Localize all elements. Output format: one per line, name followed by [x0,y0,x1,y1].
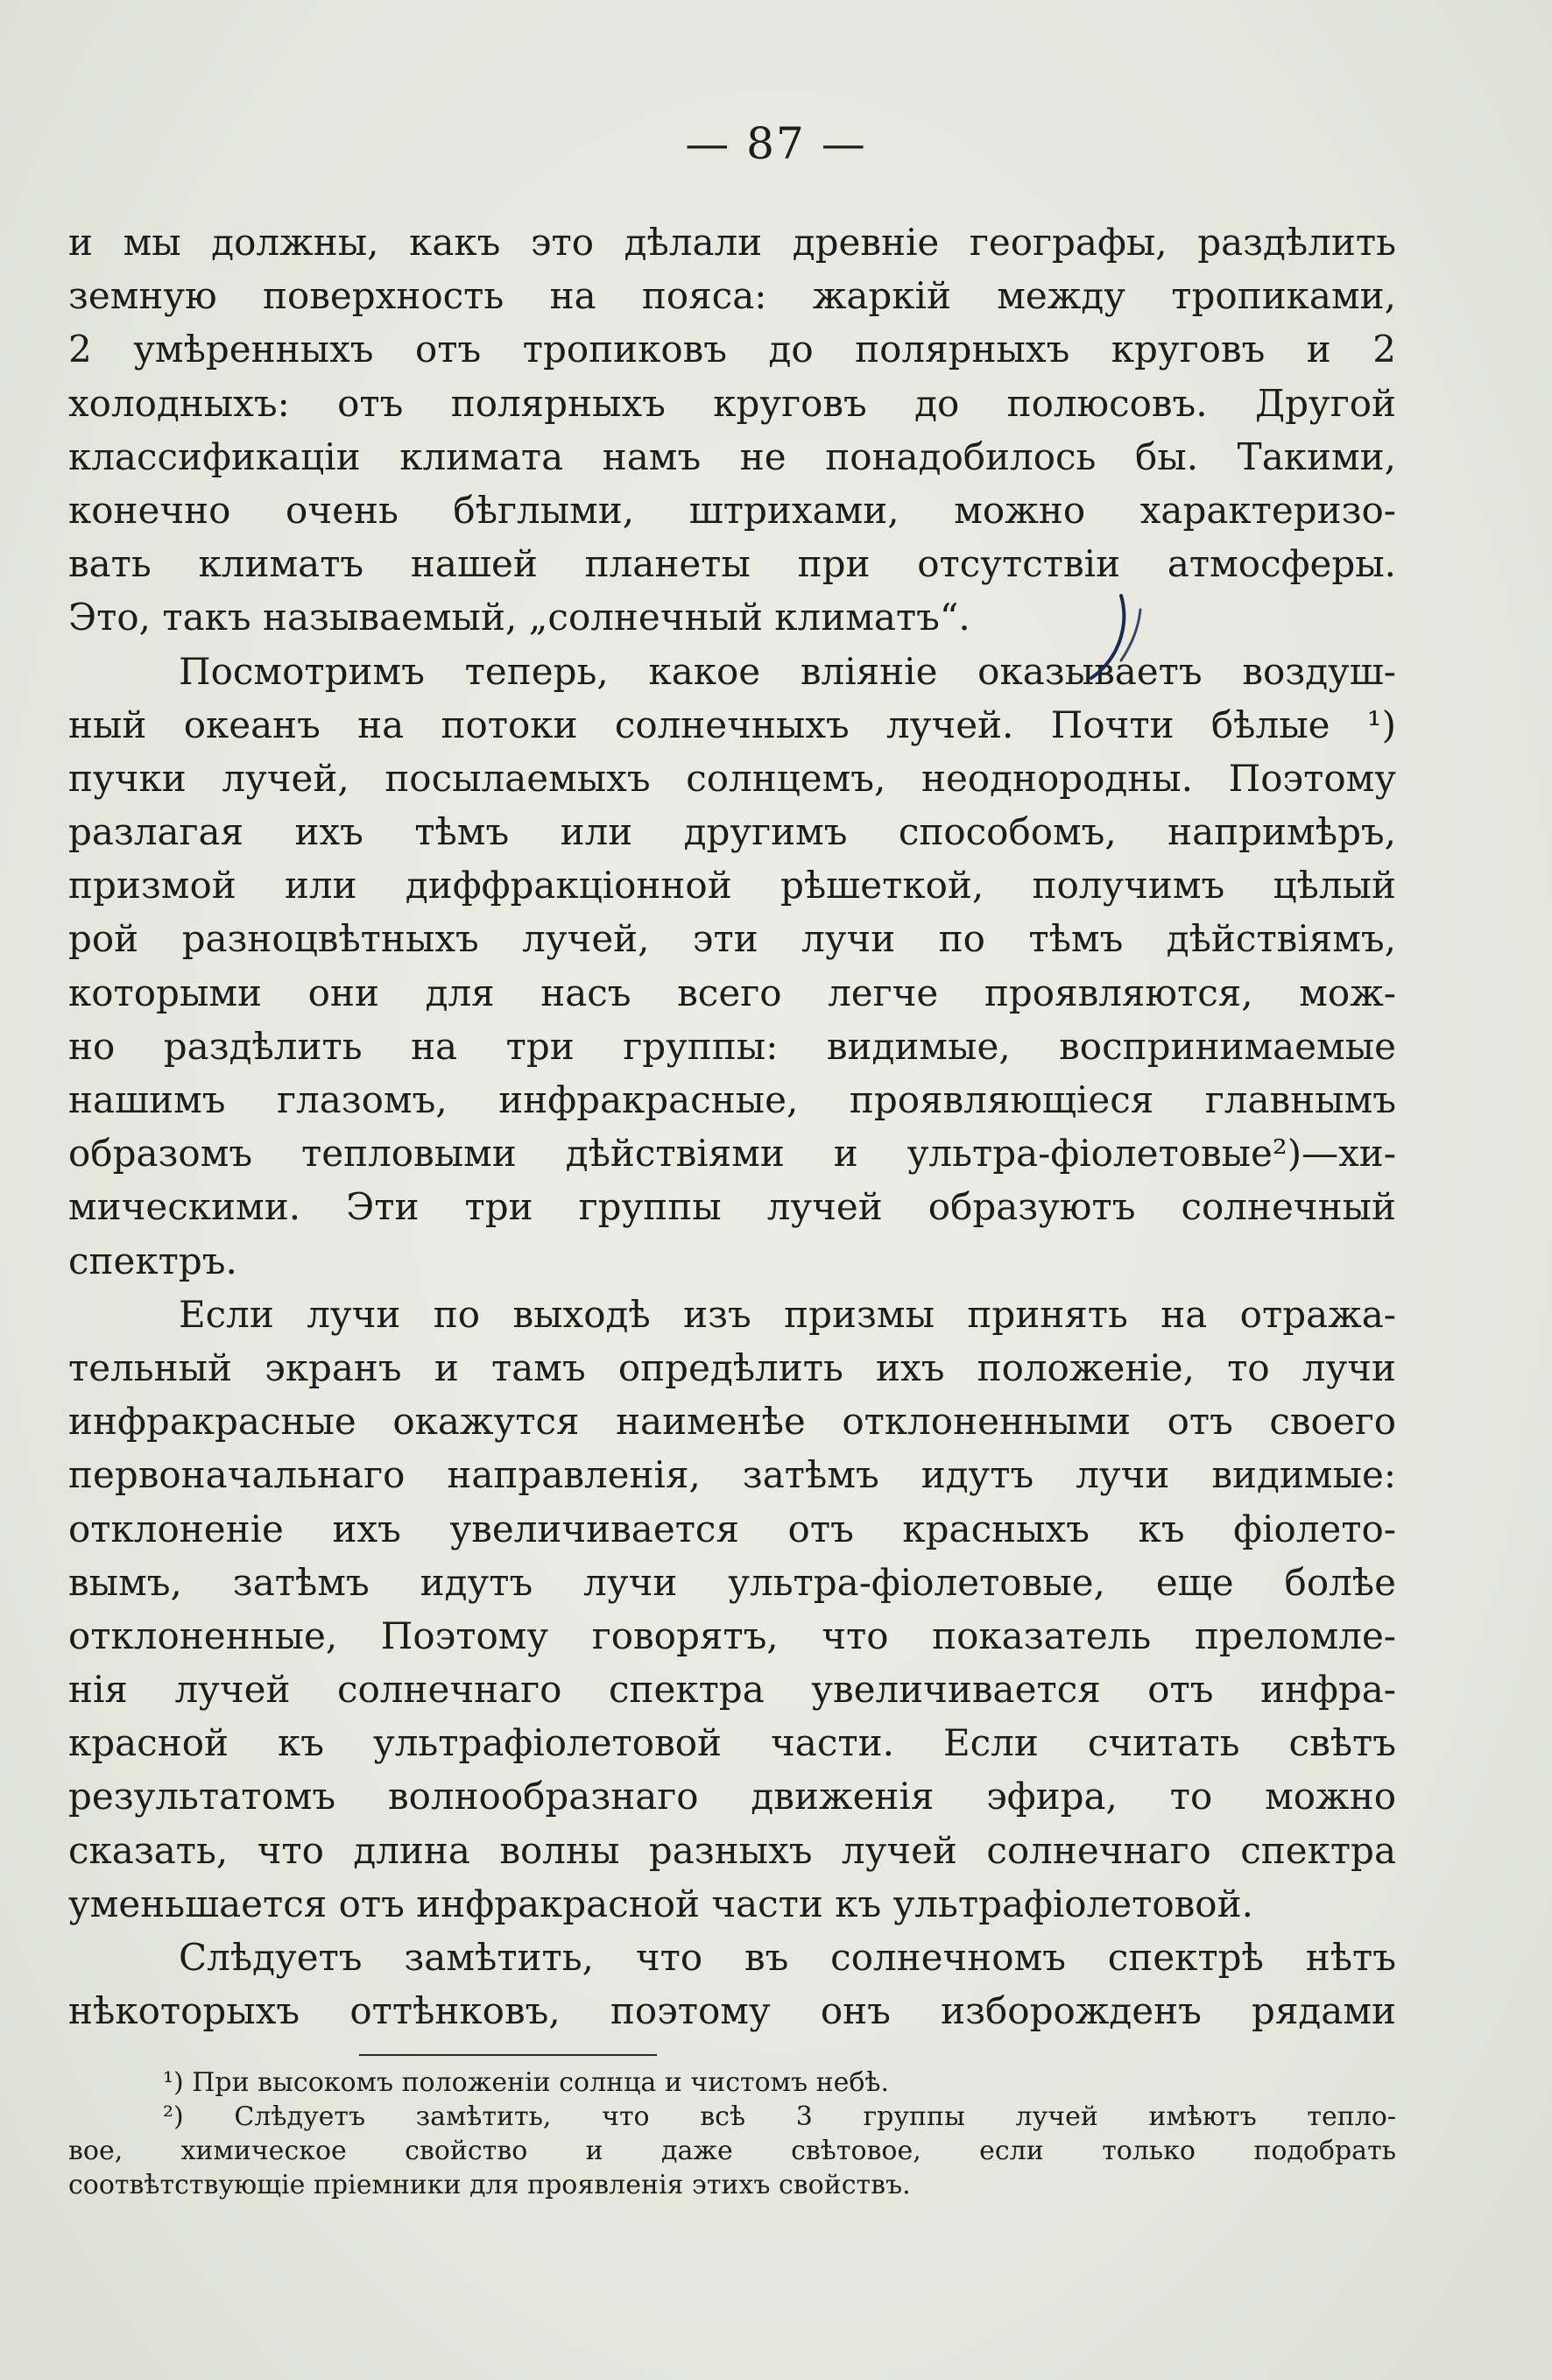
text-line: классификацiи климата намъ не понадобилось бы. Такими, [68,434,1396,478]
footnote-divider [359,2054,657,2056]
footnote-2 [68,2100,1396,2202]
text-line: мическими. Эти три группы лучей образуютъ солнечный [68,1185,1396,1229]
text-line: тельный экранъ и тамъ опредѣлить ихъ положенiе, то лучи [68,1345,1396,1389]
paragraph-2 [68,645,1396,1288]
main-text [68,215,1396,2037]
text-line: земную поверхность на пояса: жаркiй между тропиками, [68,274,1396,318]
text-line: нашимъ глазомъ, инфракрасные, проявляющiеся главнымъ [68,1078,1396,1121]
footnote-1 [68,2066,1396,2100]
text-line: сказать, что длина волны разныхъ лучей солнечнаго спектра [68,1828,1396,1872]
paragraph-3 [68,1288,1396,1931]
text-line: отклоненные, Поэтому говорятъ, что показатель преломле- [68,1614,1396,1657]
text-line: нiя лучей солнечнаго спектра увеличивается отъ инфра- [68,1668,1396,1712]
paragraph-1 [68,215,1396,645]
text-line: вать климатъ нашей планеты при отсутствiи атмосферы. [68,542,1396,586]
text-line: 2 умѣренныхъ отъ тропиковъ до полярныхъ круговъ и 2 [68,328,1396,371]
text-line: ный океанъ на потоки солнечныхъ лучей. Почти бѣлые ¹) [68,703,1396,746]
footnote-line: соотвѣтствующiе прiемники для проявленiя этихъ свойствъ. [68,2170,911,2200]
paragraph-4 [68,1931,1396,2037]
text-line: Если лучи по выходѣ изъ призмы принять на отража- [179,1292,1396,1336]
text-line: отклоненiе ихъ увеличивается отъ красныхъ къ фiолето- [68,1507,1396,1550]
pencil-mark-icon [1086,587,1165,683]
text-line: первоначальнаго направленiя, затѣмъ идутъ лучи видимые: [68,1453,1396,1497]
text-line: холодныхъ: отъ полярныхъ круговъ до полюсовъ. Другой [68,381,1396,425]
text-line: Это, такъ называемый, „солнечный климатъ“. [68,596,970,639]
text-line: пучки лучей, посылаемыхъ солнцемъ, неоднородны. Поэтому [68,756,1396,800]
page-number: — 87 — [685,118,867,169]
text-line: рой разноцвѣтныхъ лучей, эти лучи по тѣмъ дѣйствiямъ, [68,917,1396,961]
text-line: и мы должны, какъ это дѣлали древнiе географы, раздѣлить [68,221,1396,264]
text-line: конечно очень бѣглыми, штрихами, можно характеризо- [68,488,1396,532]
text-line: красной къ ультрафiолетовой части. Если считать свѣтъ [68,1721,1396,1765]
text-line: спектръ. [68,1239,237,1282]
footnote-line: ²) Слѣдуетъ замѣтить, что всѣ 3 группы лучей имѣютъ тепло- [163,2101,1396,2132]
footnote-line: вое, химическое свойство и даже свѣтовое, если только подобрать [68,2136,1396,2166]
text-line: которыми они для насъ всего легче проявляются, мож- [68,971,1396,1014]
text-line: образомъ тепловыми дѣйствiями и ультра-фiолетовые²)—хи- [68,1132,1396,1176]
text-line: но раздѣлить на три группы: видимые, воспринимаемые [68,1024,1396,1068]
text-line: Посмотримъ теперь, какое влiянiе оказываетъ воздуш- [179,649,1396,693]
text-line: призмой или диффракцiонной рѣшеткой, получимъ цѣлый [68,864,1396,908]
text-line: разлагая ихъ тѣмъ или другимъ способомъ, напримѣръ, [68,810,1396,854]
text-line: инфракрасные окажутся наименѣе отклоненными отъ своего [68,1400,1396,1444]
text-line: результатомъ волнообразнаго движенiя эфира, то можно [68,1775,1396,1819]
text-line: Слѣдуетъ замѣтить, что въ солнечномъ спектрѣ нѣтъ [179,1936,1396,1979]
footnotes [68,2066,1396,2202]
text-line: нѣкоторыхъ оттѣнковъ, поэтому онъ изборожденъ рядами [68,1989,1396,2033]
footnote-line: ¹) При высокомъ положенiи солнца и чистомъ небѣ. [163,2067,890,2098]
text-line: вымъ, затѣмъ идутъ лучи ультра-фiолетовые, еще болѣе [68,1560,1396,1604]
text-line: уменьшается отъ инфракрасной части къ ультрафiолетовой. [68,1882,1253,1925]
